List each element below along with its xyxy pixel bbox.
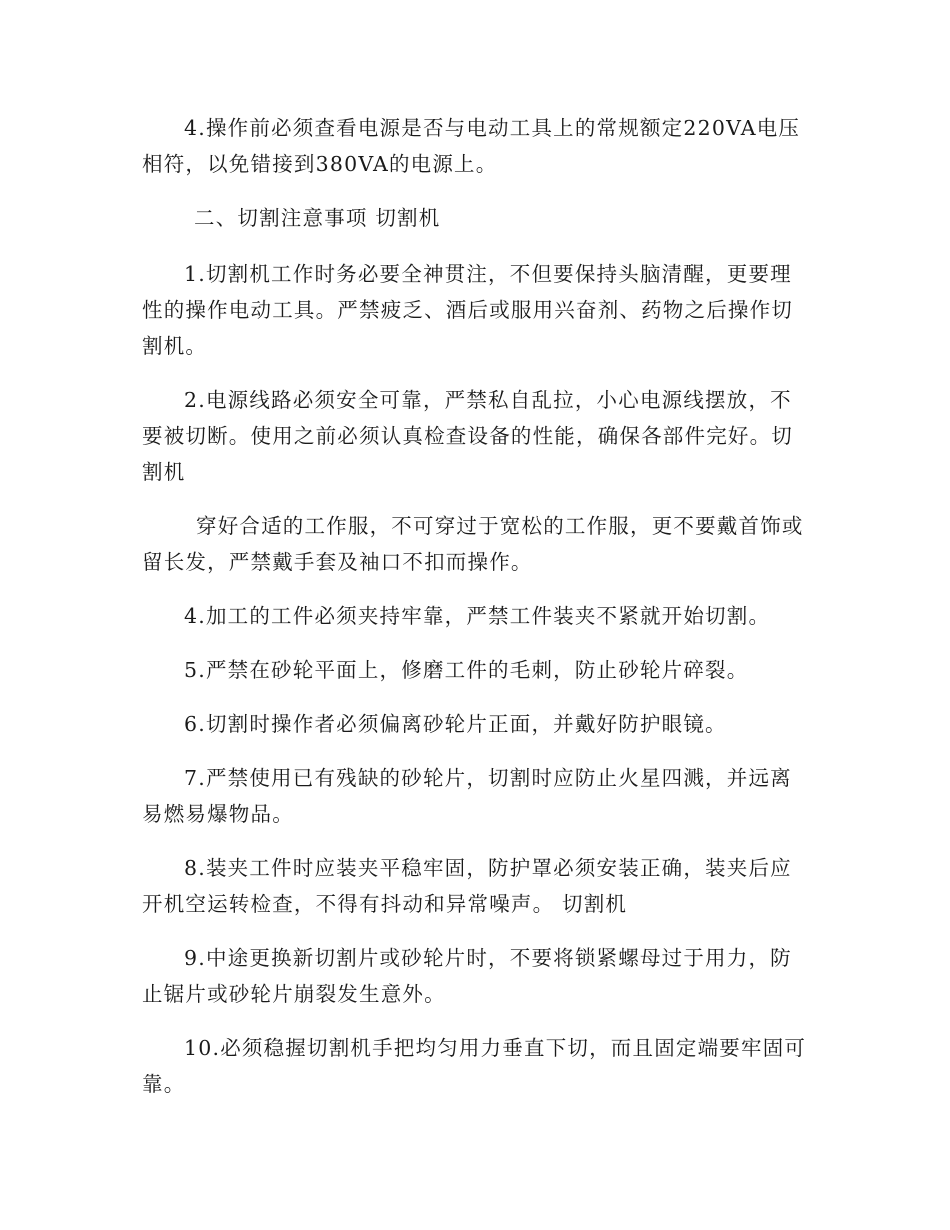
paragraph-focus: 1.切割机工作时务必要全神贯注，不但要保持头脑清醒，更要理性的操作电动工具。严禁疲乏、酒后或服用兴奋剂、药物之后操作切割机。 bbox=[142, 262, 793, 358]
paragraph-clamp: 4.加工的工件必须夹持牢靠，严禁工件装夹不紧就开始切割。 bbox=[184, 604, 771, 628]
document-body bbox=[142, 110, 808, 1120]
paragraph-position: 6.切割时操作者必须偏离砂轮片正面，并戴好防护眼镜。 bbox=[184, 712, 727, 736]
paragraph-grip: 10.必须稳握切割机手把均匀用力垂直下切，而且固定端要牢固可靠。 bbox=[142, 1036, 807, 1096]
paragraph-wiring: 2.电源线路必须安全可靠，严禁私自乱拉，小心电源线摆放，不要被切断。使用之前必须认真检查设备的性能，确保各部件完好。切割机 bbox=[142, 388, 793, 484]
paragraph-clothing: 穿好合适的工作服，不可穿过于宽松的工作服，更不要戴首饰或留长发，严禁戴手套及袖口不扣而操作。 bbox=[142, 514, 804, 574]
paragraph-guard: 8.装夹工件时应装夹平稳牢固，防护罩必须安装正确，装夹后应开机空运转检查，不得有抖动和异常噪声。 切割机 bbox=[142, 856, 792, 916]
paragraph-replace: 9.中途更换新切割片或砂轮片时，不要将锁紧螺母过于用力，防止锯片或砂轮片崩裂发生意外。 bbox=[142, 946, 792, 1006]
section-heading-cutting: 二、切割注意事项 切割机 bbox=[194, 206, 441, 230]
paragraph-power-check: 4.操作前必须查看电源是否与电动工具上的常规额定220VA电压相符，以免错接到380VA的电源上。 bbox=[142, 116, 801, 176]
paragraph-damaged-wheel: 7.严禁使用已有残缺的砂轮片，切割时应防止火星四溅，并远离易燃易爆物品。 bbox=[142, 766, 792, 826]
paragraph-grinding: 5.严禁在砂轮平面上，修磨工件的毛刺，防止砂轮片碎裂。 bbox=[184, 658, 749, 682]
